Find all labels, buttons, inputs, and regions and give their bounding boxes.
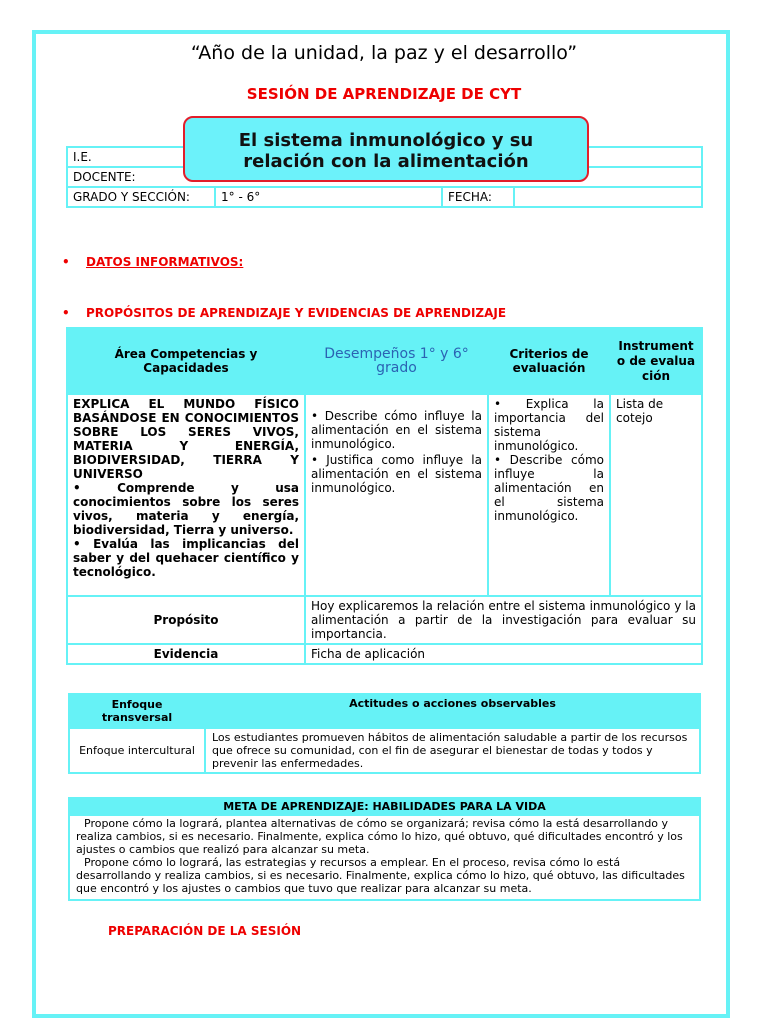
desempeno-1: • Describe cómo influye la alimentación en el sistema inmunológico. (311, 409, 482, 451)
header-enfoque: Enfoque transversal (69, 694, 205, 728)
criterio-1: • Explica la importancia del sistema inmunológico. (494, 397, 604, 453)
capacidad-2: • Evalúa las implicancias del saber y del quehacer científico y tecnológico. (73, 537, 299, 579)
session-title: SESIÓN DE APRENDIZAJE DE CYT (246, 85, 522, 103)
evidencia-row (67, 644, 702, 664)
bullet-dot: • (62, 255, 70, 269)
enfoque-table (68, 693, 701, 774)
fecha-value (514, 187, 702, 207)
header-criterios: Criterios de evaluación (488, 328, 610, 394)
meta-paragraph-2: Propone cómo lo logrará, las estrategias y recursos a emplear. En el proceso, revisa cómo lo está desarrollando y realiza cambios, si es necesario. Finalmente, explica cómo lo hizo, qué obtuvo, las dificultades que encontró y los ajustes o cambios que tuvo que realizar para alcanzar su meta. (76, 856, 685, 895)
enfoque-header-row (69, 694, 700, 728)
preparacion-heading: PREPARACIÓN DE LA SESIÓN (108, 924, 302, 938)
header-actitudes: Actitudes o acciones observables (205, 694, 700, 728)
evidencia-text: Ficha de aplicación (305, 644, 702, 664)
propositos-heading: PROPÓSITOS DE APRENDIZAJE Y EVIDENCIAS DE APRENDIZAJE (86, 306, 507, 320)
topic-title-line1: El sistema inmunológico y su (238, 130, 534, 151)
ie-label: I.E. (67, 147, 702, 167)
header-area: Área Competencias y Capacidades (67, 328, 305, 394)
meta-body-row (69, 815, 700, 900)
grado-value: 1° - 6° (215, 187, 442, 207)
proposito-text: Hoy explicaremos la relación entre el sistema inmunológico y la alimentación a partir de la investigación para evaluar su importancia. (305, 596, 702, 644)
criterio-2: • Describe cómo influye la alimentación en el sistema inmunológico. (494, 453, 604, 523)
topic-title-line2: relación con la alimentación (243, 151, 529, 172)
capacidad-1: • Comprende y usa conocimientos sobre los seres vivos, materia y energía, biodiversidad, Tierra y universo. (73, 481, 299, 537)
competencias-body-row (67, 394, 702, 596)
desempeno-2: • Justifica como influye la alimentación en el sistema inmunológico. (311, 453, 482, 495)
competencias-table (66, 327, 703, 665)
topic-title-box (183, 116, 589, 182)
competencia-cell (67, 394, 305, 596)
proposito-row (67, 596, 702, 644)
meta-header-row (69, 798, 700, 815)
desempenos-cell (305, 394, 488, 596)
header-desempenos: Desempeños 1° y 6° grado (305, 328, 488, 394)
datos-heading: DATOS INFORMATIVOS: (86, 255, 244, 269)
enfoque-actitud: Los estudiantes promueven hábitos de alimentación saludable a partir de los recursos que ofrece su comunidad, con el fin de asegurar el bienestar de todas y todos y prevenir las enfermedades. (205, 728, 700, 773)
enfoque-body-row (69, 728, 700, 773)
criterios-cell (488, 394, 610, 596)
competencia-text: EXPLICA EL MUNDO FÍSICO BASÁNDOSE EN CONOCIMIENTOS SOBRE LOS SERES VIVOS, MATERIA Y ENERGÍA, BIODIVERSIDAD, TIERRA Y UNIVERSO (73, 397, 299, 481)
instrumento-cell: Lista de cotejo (610, 394, 702, 596)
section-datos (62, 255, 243, 269)
section-propositos (62, 306, 506, 320)
fecha-label: FECHA: (442, 187, 514, 207)
grado-label: GRADO Y SECCIÓN: (67, 187, 215, 207)
meta-table (68, 797, 701, 901)
meta-body (69, 815, 700, 900)
enfoque-name: Enfoque intercultural (69, 728, 205, 773)
docente-label: DOCENTE: (67, 167, 702, 187)
motto: “Año de la unidad, la paz y el desarrollo” (190, 42, 578, 64)
meta-header: META DE APRENDIZAJE: HABILIDADES PARA LA VIDA (69, 798, 700, 815)
info-row-grado (67, 187, 702, 207)
proposito-label: Propósito (67, 596, 305, 644)
bullet-dot: • (62, 306, 70, 320)
evidencia-label: Evidencia (67, 644, 305, 664)
meta-paragraph-1: Propone cómo la logrará, plantea alternativas de cómo se organizará; revisa cómo la está desarrollando y realiza cambios, si es necesario. Finalmente, explica cómo lo hizo, qué obtuvo, qué dificultades encontró y los ajustes o cambios que realizó para alcanzar su meta. (76, 817, 683, 856)
competencias-header-row (67, 328, 702, 394)
header-instrumento: Instrumento de evaluación (610, 328, 702, 394)
